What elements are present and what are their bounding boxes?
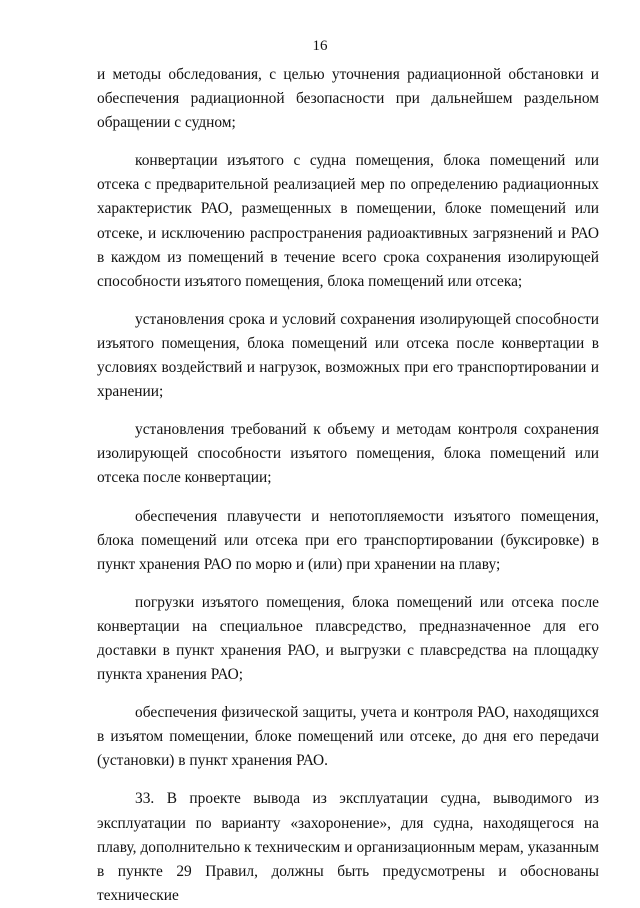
document-body <box>97 63 599 908</box>
page-number: 16 <box>312 38 328 54</box>
paragraph-buoyancy: обеспечения плавучести и непотопляемости изъятого помещения, блока помещений или отсека при его транспортировании (буксировке) в пункт хранения РАО по морю и (или) при хранении на плаву; <box>97 507 599 573</box>
paragraph-continuation: и методы обследования, с целью уточнения радиационной обстановки и обеспечения радиационной безопасности при дальнейшем раздельном обращении с судном; <box>97 66 599 132</box>
paragraph-conversion: конвертации изъятого с судна помещения, блока помещений или отсека с предварительной реализацией мер по определению радиационных характеристик РАО, размещенных в помещении, блоке помещений или отсеке, и исключению распространения радиоактивных загрязнений и РАО в каждом из помещений в течение всего срока сохранения изолирующей способности изъятого помещения, блока помещений или отсека; <box>97 152 599 290</box>
paragraph-clause-33: 33. В проекте вывода из эксплуатации судна, выводимого из эксплуатации по варианту «захоронение», для судна, находящегося на плаву, дополнительно к техническим и организационным мерам, указанным в пункте 29 Правил, должны быть предусмотрены и обоснованы технические <box>97 790 599 904</box>
paragraph-loading: погрузки изъятого помещения, блока помещений или отсека после конвертации на специальное плавсредство, предназначенное для его доставки в пункт хранения РАО, и выгрузки с плавсредства на площадку пункта хранения РАО; <box>97 593 599 684</box>
paragraph-control-requirements: установления требований к объему и методам контроля сохранения изолирующей способности изъятого помещения, блока помещений или отсека после конвертации; <box>97 421 599 487</box>
paragraph-physical-protection: обеспечения физической защиты, учета и контроля РАО, находящихся в изъятом помещении, блоке помещений или отсеке, до дня его передачи (установки) в пункт хранения РАО. <box>97 704 599 770</box>
paragraph-storage-terms: установления срока и условий сохранения изолирующей способности изъятого помещения, блока помещений или отсека после конвертации в условиях воздействий и нагрузок, возможных при его транспортировании и хранении; <box>97 310 599 401</box>
